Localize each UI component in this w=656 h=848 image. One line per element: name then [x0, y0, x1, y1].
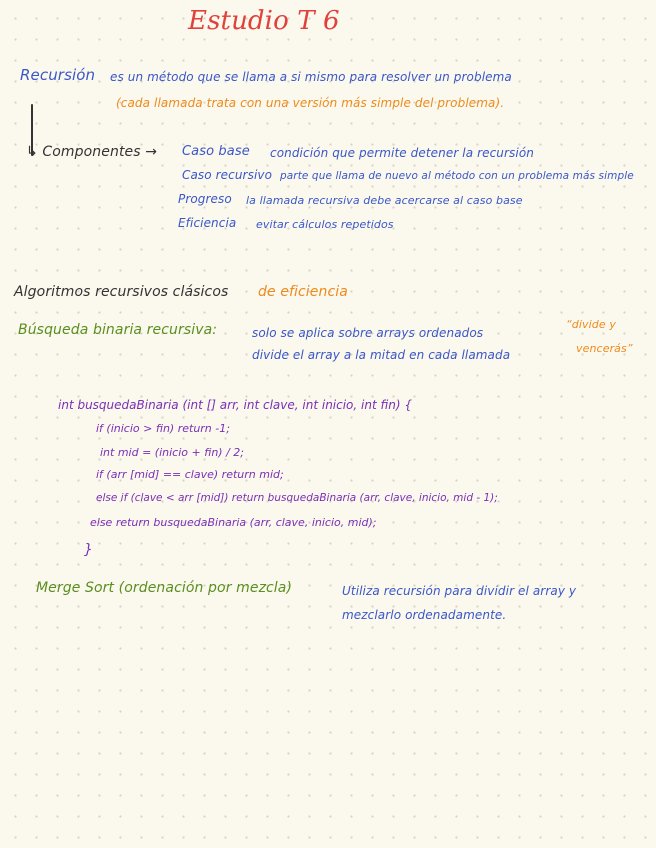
code-line: if (arr [mid] == clave) return mid; — [96, 468, 284, 481]
busqueda-term: Búsqueda binaria recursiva: — [18, 322, 218, 338]
component-caso-base-desc: condición que permite detener la recursión — [270, 146, 534, 160]
busqueda-desc-line1: solo se aplica sobre arrays ordenados — [252, 326, 484, 340]
code-line: if (inicio > fin) return -1; — [96, 422, 230, 435]
divide-note-line2: vencerás” — [576, 342, 633, 355]
code-line: else if (clave < arr [mid]) return busquedaBinaria (arr, clave, inicio, mid - 1); — [96, 492, 498, 504]
component-caso-recursivo-desc: parte que llama de nuevo al método con un problema más simple — [280, 170, 634, 182]
merge-sort-desc-line2: mezclarlo ordenadamente. — [342, 608, 507, 622]
code-line: else return busquedaBinaria (arr, clave, inicio, mid); — [90, 516, 377, 529]
recursion-term: Recursión — [20, 66, 96, 84]
busqueda-desc-line2: divide el array a la mitad en cada llamada — [252, 348, 511, 362]
merge-sort-desc-line1: Utiliza recursión para dividir el array y — [342, 584, 577, 598]
component-eficiencia-desc: evitar cálculos repetidos — [256, 218, 394, 231]
recursion-definition-line2: (cada llamada trata con una versión más simple del problema). — [116, 96, 505, 110]
merge-sort-term: Merge Sort (ordenación por mezcla) — [36, 580, 293, 596]
page-title: Estudio T 6 — [188, 6, 340, 36]
algoritmos-heading-highlight: de eficiencia — [258, 284, 348, 300]
component-progreso-desc: la llamada recursiva debe acercarse al caso base — [246, 194, 523, 207]
component-progreso-name: Progreso — [178, 192, 232, 206]
code-line: int busquedaBinaria (int [] arr, int clave, int inicio, int fin) { — [58, 398, 412, 412]
code-line: int mid = (inicio + fin) / 2; — [100, 446, 244, 459]
component-caso-recursivo-name: Caso recursivo — [182, 168, 273, 182]
algoritmos-heading: Algoritmos recursivos clásicos — [14, 284, 229, 300]
component-eficiencia-name: Eficiencia — [178, 216, 237, 230]
component-caso-base-name: Caso base — [182, 144, 250, 159]
code-line: } — [84, 542, 93, 558]
componentes-label: ↳ Componentes → — [26, 144, 158, 160]
divide-note-line1: “divide y — [566, 318, 616, 331]
recursion-definition-line1: es un método que se llama a si mismo para resolver un problema — [110, 70, 512, 84]
